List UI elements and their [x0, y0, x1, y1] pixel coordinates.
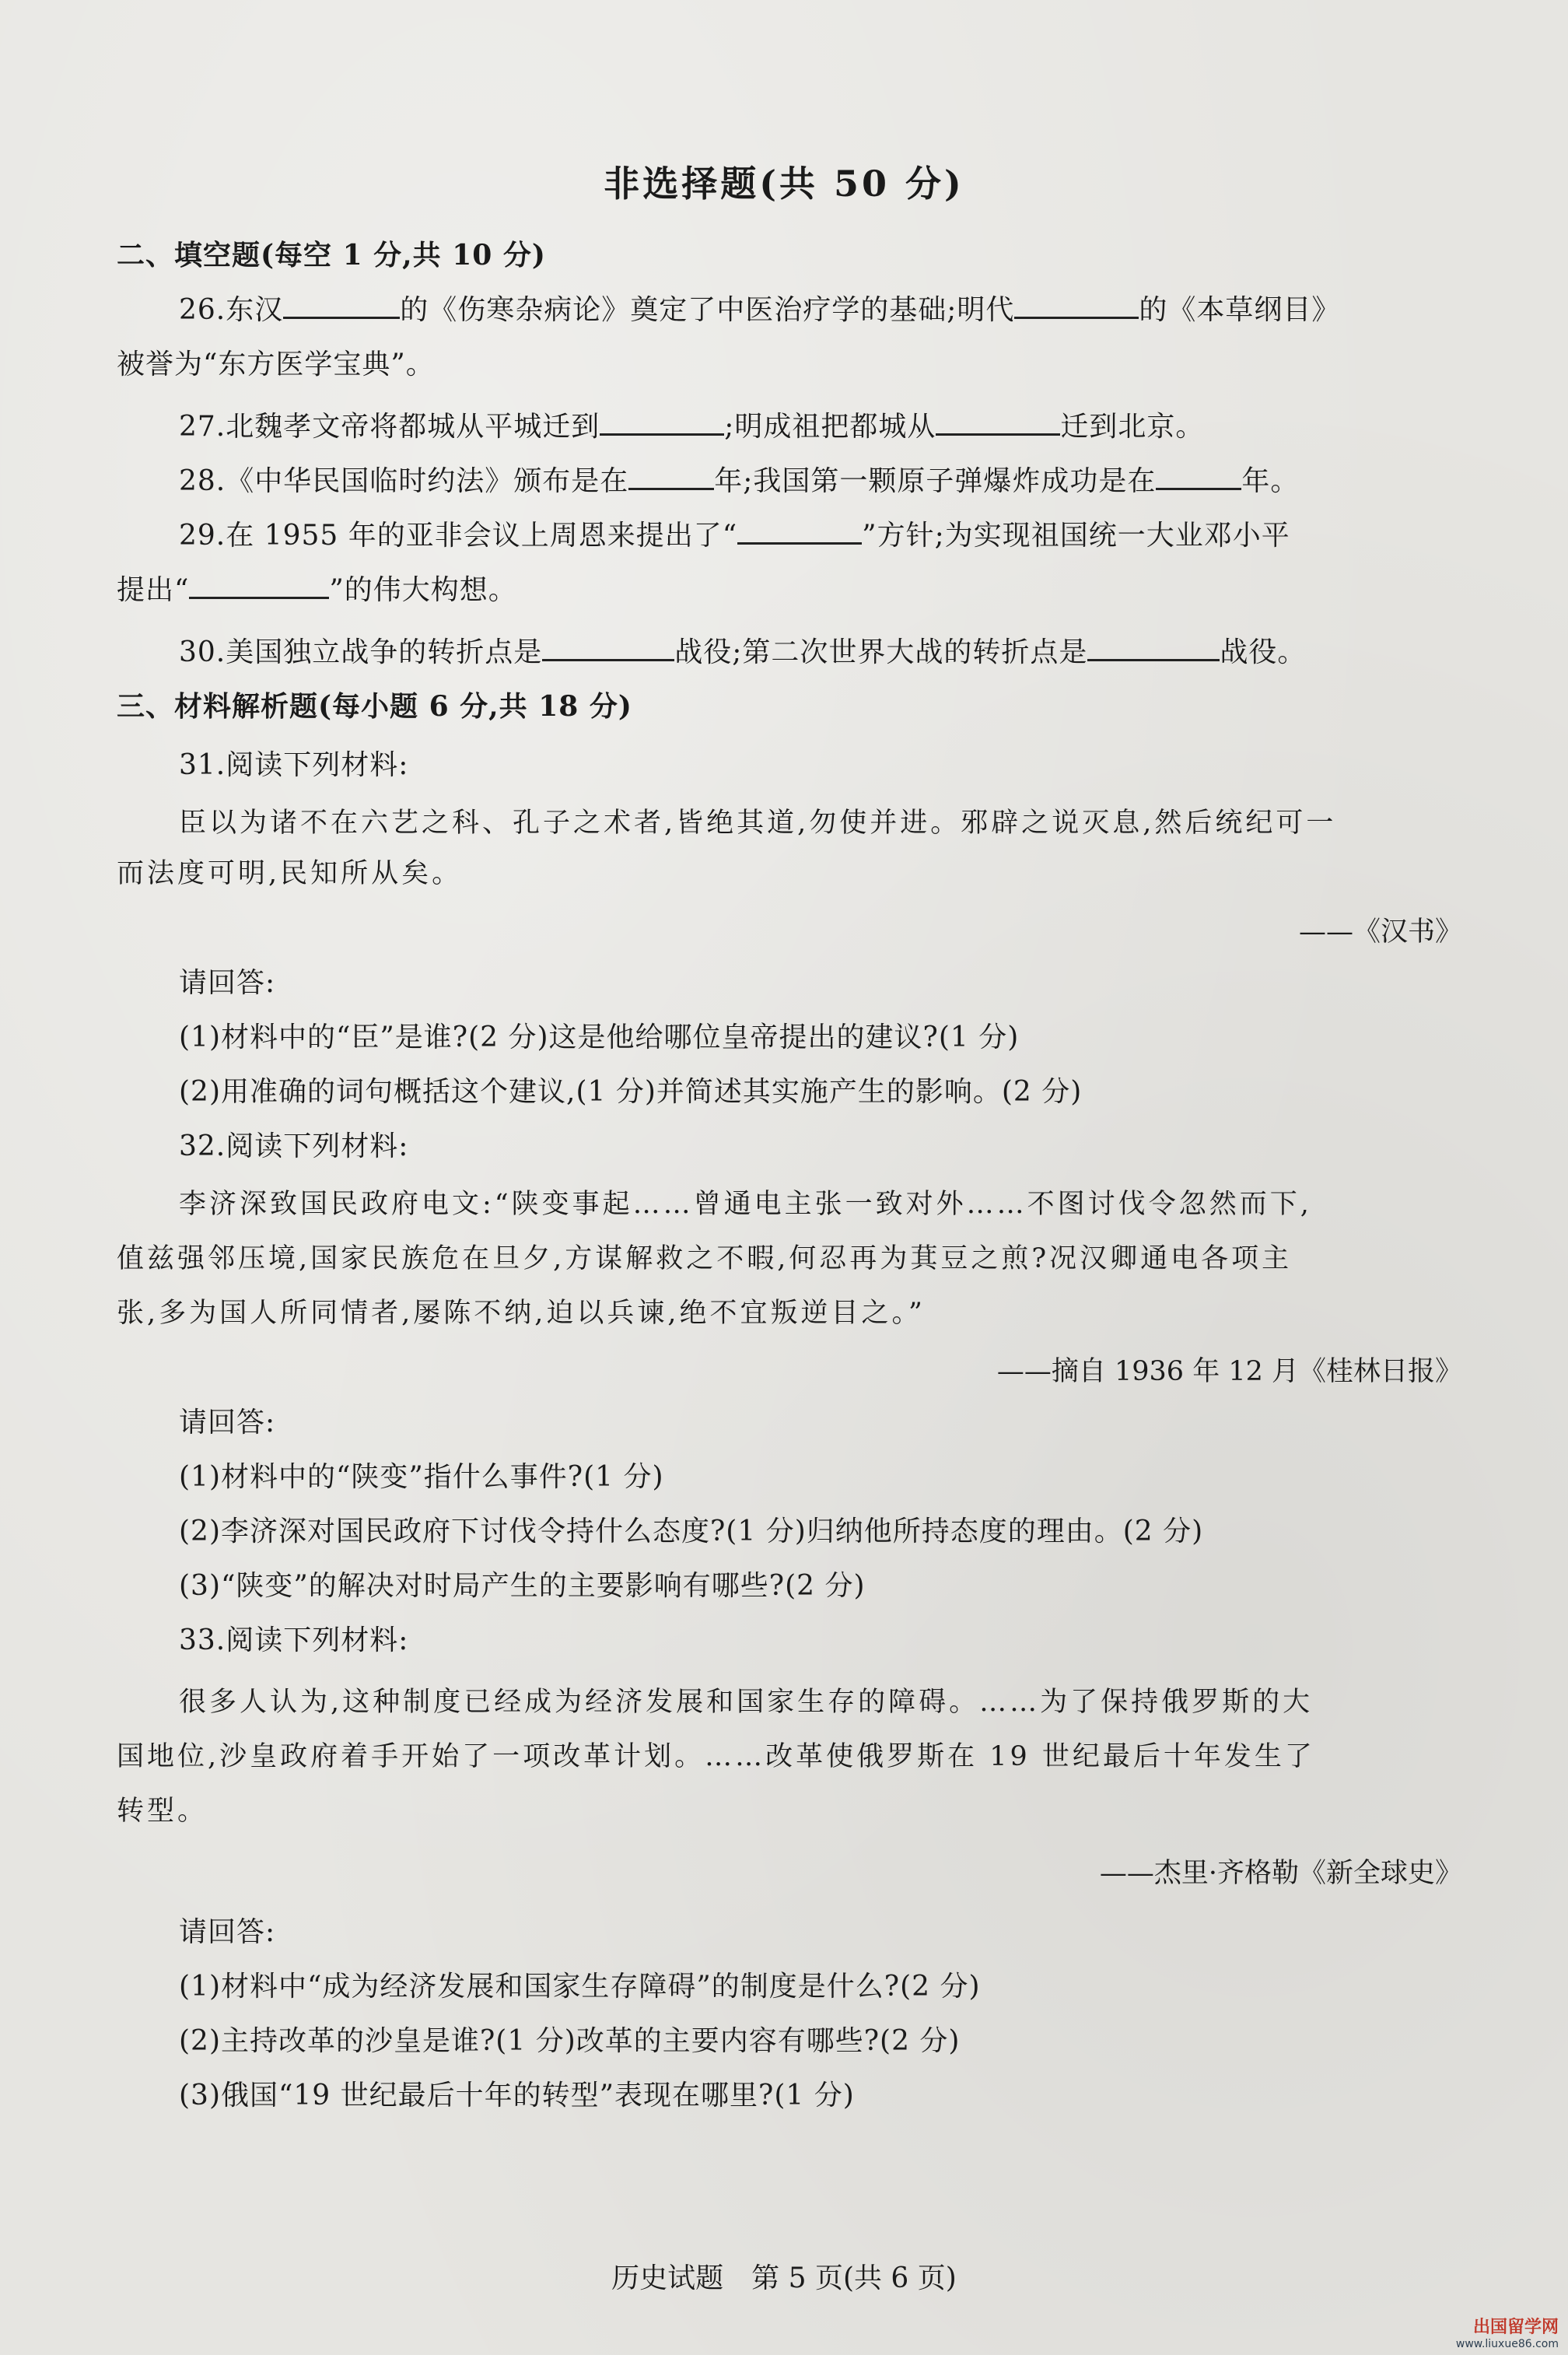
- blank[interactable]: [1087, 631, 1220, 661]
- sub-question: (3)俄国“19 世纪最后十年的转型”表现在哪里?(1 分): [179, 2080, 855, 2111]
- material-source: ——杰里·齐格勒《新全球史》: [1099, 1858, 1462, 1889]
- page-footer: 历史试题 第 5 页(共 6 页): [611, 2262, 957, 2294]
- question-27: 27.北魏孝文帝将都城从平城迁到 ;明成祖把都城从 迁到北京。: [179, 405, 1524, 444]
- sub-question: (3)“陕变”的解决对时局产生的主要影响有哪些?(2 分): [179, 1570, 866, 1602]
- material-text: 张,多为国人所同情者,屡陈不纳,迫以兵谏,绝不宜叛逆目之。”: [117, 1298, 926, 1329]
- sub-question: (2)李济深对国民政府下讨伐令持什么态度?(1 分)归纳他所持态度的理由。(2 分): [179, 1516, 1204, 1547]
- sub-question: (1)材料中的“陕变”指什么事件?(1 分): [179, 1461, 664, 1493]
- section-fill-blank-heading: 二、填空题(每空 1 分,共 10 分): [117, 239, 546, 272]
- question-31-heading: 31.阅读下列材料:: [179, 749, 409, 781]
- question-29: 29.在 1955 年的亚非会议上周恩来提出了“ ”方针;为实现祖国统一大业邓小平: [179, 513, 1524, 553]
- blank[interactable]: [737, 514, 862, 545]
- material-text: 转型。: [117, 1796, 208, 1827]
- blank[interactable]: [600, 405, 724, 436]
- question-28: 28.《中华民国临时约法》颁布是在 年;我国第一颗原子弹爆炸成功是在 年。: [179, 459, 1524, 499]
- section-material-heading: 三、材料解析题(每小题 6 分,共 18 分): [117, 690, 632, 723]
- question-30: 30.美国独立战争的转折点是 战役;第二次世界大战的转折点是 战役。: [179, 630, 1524, 670]
- question-32-heading: 32.阅读下列材料:: [179, 1130, 409, 1162]
- question-26-cont: 被誉为“东方医学宝典”。: [117, 349, 435, 380]
- question-33-heading: 33.阅读下列材料:: [179, 1624, 409, 1656]
- sub-question: (1)材料中的“臣”是谁?(2 分)这是他给哪位皇帝提出的建议?(1 分): [179, 1022, 1020, 1053]
- watermark-title: 出国留学网: [1472, 2318, 1559, 2337]
- blank[interactable]: [1014, 289, 1139, 319]
- page-title: 非选择题(共 50 分): [604, 163, 964, 205]
- answer-prompt: 请回答:: [179, 1916, 276, 1948]
- material-text: 国地位,沙皇政府着手开始了一项改革计划。……改革使俄罗斯在 19 世纪最后十年发生了: [117, 1741, 1315, 1772]
- material-text: 值兹强邻压境,国家民族危在旦夕,方谋解救之不暇,何忍再为萁豆之煎?况汉卿通电各项主: [117, 1243, 1293, 1274]
- material-source: ——摘自 1936 年 12 月《桂林日报》: [996, 1356, 1462, 1387]
- material-text: 臣以为诸不在六艺之科、孔子之术者,皆绝其道,勿使并进。邪辟之说灭息,然后统纪可一: [179, 808, 1337, 839]
- blank[interactable]: [542, 631, 674, 661]
- sub-question: (2)用准确的词句概括这个建议,(1 分)并简述其实施产生的影响。(2 分): [179, 1076, 1083, 1108]
- material-text: 很多人认为,这种制度已经成为经济发展和国家生存的障碍。……为了保持俄罗斯的大: [179, 1687, 1314, 1718]
- sub-question: (2)主持改革的沙皇是谁?(1 分)改革的主要内容有哪些?(2 分): [179, 2025, 961, 2057]
- material-source: ——《汉书》: [1298, 916, 1462, 948]
- sub-question: (1)材料中“成为经济发展和国家生存障碍”的制度是什么?(2 分): [179, 1971, 981, 2003]
- material-text: 李济深致国民政府电文:“陕变事起……曾通电主张一致对外……不图讨伐令忽然而下,: [179, 1189, 1312, 1220]
- blank[interactable]: [283, 289, 400, 319]
- site-watermark: [1456, 2314, 1559, 2350]
- blank[interactable]: [189, 569, 329, 599]
- material-text: 而法度可明,民知所从矣。: [117, 858, 463, 889]
- blank[interactable]: [936, 405, 1060, 436]
- watermark-url: www.liuxue86.com: [1455, 2338, 1559, 2350]
- blank[interactable]: [628, 460, 714, 490]
- answer-prompt: 请回答:: [179, 1407, 276, 1439]
- answer-prompt: 请回答:: [179, 967, 276, 999]
- blank[interactable]: [1156, 460, 1241, 490]
- question-29-cont: 提出“ ”的伟大构想。: [117, 568, 1462, 608]
- question-26: 26.东汉 的《伤寒杂病论》奠定了中医治疗学的基础;明代 的《本草纲目》: [179, 288, 1524, 328]
